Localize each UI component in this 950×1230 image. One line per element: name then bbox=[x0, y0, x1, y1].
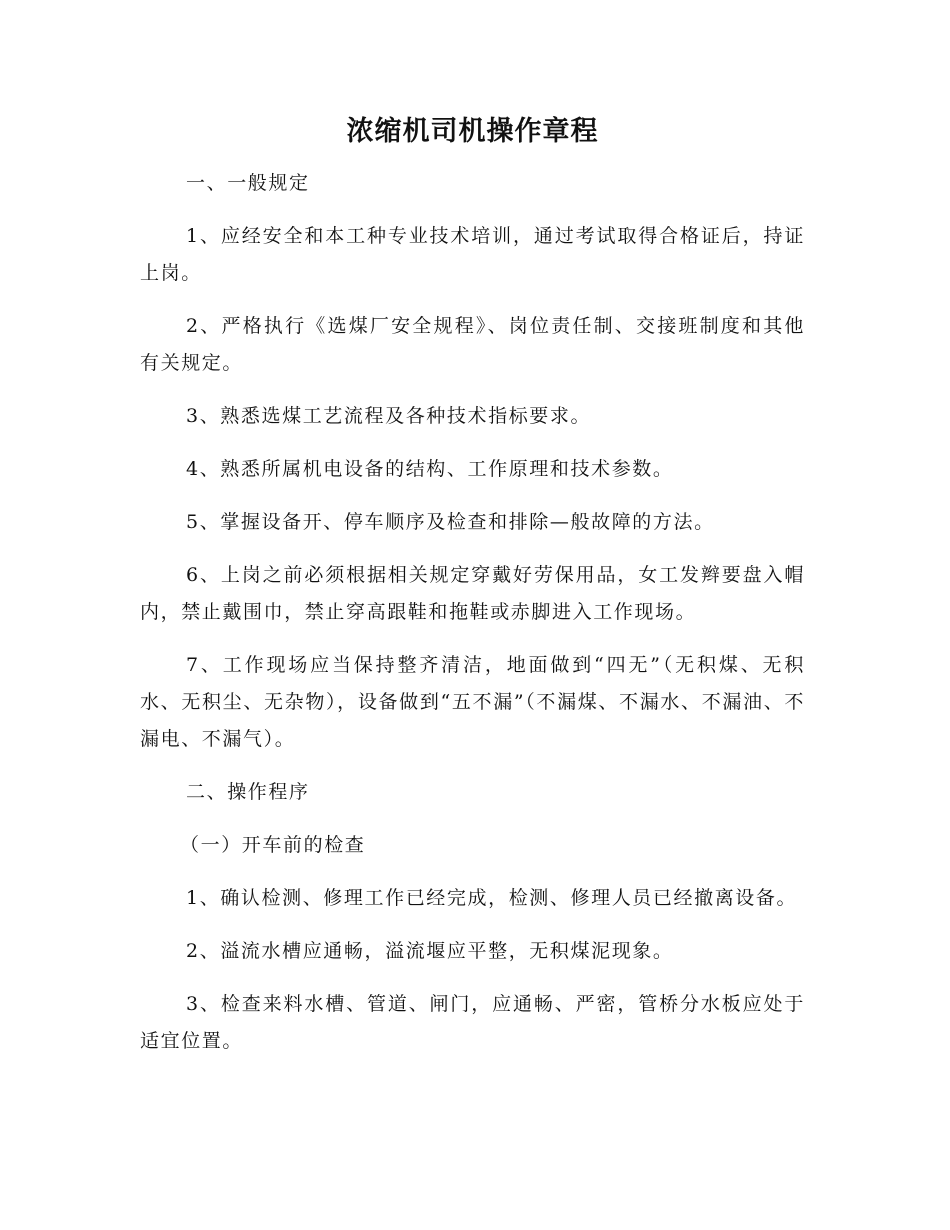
section-heading-procedure: 二、操作程序 bbox=[186, 781, 310, 803]
rule-item: 4、熟悉所属机电设备的结构、工作原理和技术参数。 bbox=[186, 458, 674, 480]
check-item: 3、检查来料水槽、管道、闸门，应通畅、严密，管桥分水板应处于适宜位置。 bbox=[140, 993, 805, 1052]
subsection-heading-pre-start-check: （一）开车前的检查 bbox=[180, 834, 366, 856]
section-heading-general-rules: 一、一般规定 bbox=[186, 172, 310, 194]
rule-item: 6、上岗之前必须根据相关规定穿戴好劳保用品，女工发辫要盘入帽内，禁止戴围巾，禁止穿高跟鞋和拖鞋或赤脚进入工作现场。 bbox=[140, 564, 805, 623]
check-item: 2、溢流水槽应通畅，溢流堰应平整，无积煤泥现象。 bbox=[186, 940, 674, 962]
rule-item: 3、熟悉选煤工艺流程及各种技术指标要求。 bbox=[186, 405, 592, 427]
check-item: 1、确认检测、修理工作已经完成，检测、修理人员已经撤离设备。 bbox=[186, 887, 798, 909]
rule-item: 2、严格执行《选煤厂安全规程》、岗位责任制、交接班制度和其他有关规定。 bbox=[140, 315, 805, 374]
rule-item: 1、应经安全和本工种专业技术培训，通过考试取得合格证后，持证上岗。 bbox=[140, 225, 805, 284]
rule-item: 7、工作现场应当保持整齐清洁，地面做到“四无”（无积煤、无积水、无积尘、无杂物），设备做到“五不漏”（不漏煤、不漏水、不漏油、不漏电、不漏气）。 bbox=[140, 654, 805, 750]
document-title: 浓缩机司机操作章程 bbox=[346, 116, 599, 147]
document-page bbox=[140, 112, 805, 1076]
rule-item: 5、掌握设备开、停车顺序及检查和排除—般故障的方法。 bbox=[186, 511, 715, 533]
